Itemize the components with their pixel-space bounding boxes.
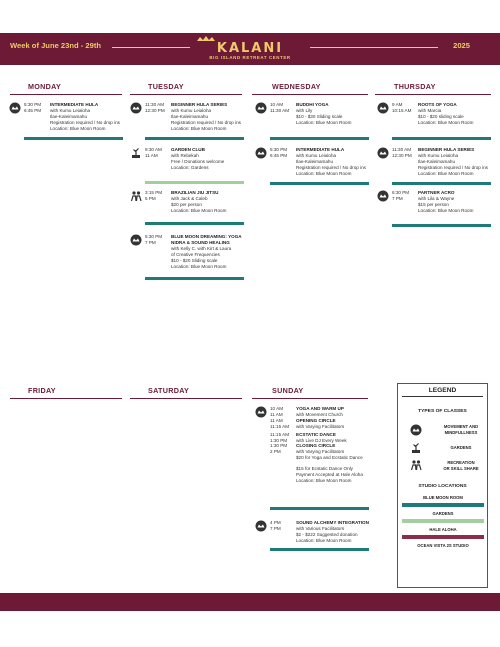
day-wednesday: WEDNESDAY <box>272 82 321 91</box>
day-rule <box>130 94 242 95</box>
event-title: GARDEN CLUB <box>171 147 205 152</box>
movement-icon <box>255 147 267 159</box>
logo-name: KALANI <box>216 41 284 56</box>
location-hale-aloha: HALE ALOHA <box>429 527 457 532</box>
footer-bar <box>0 593 500 611</box>
day-sunday: SUNDAY <box>272 386 304 395</box>
header-rule-left <box>112 47 190 48</box>
header-rule-right <box>310 47 438 48</box>
location-bar <box>24 137 123 140</box>
year-label: 2025 <box>453 41 470 50</box>
location-bar <box>270 137 369 140</box>
locations-title: STUDIO LOCATIONS <box>418 484 467 489</box>
day-thursday: THURSDAY <box>394 82 436 91</box>
legend-title: LEGEND <box>428 387 457 394</box>
day-rule <box>10 94 122 95</box>
movement-icon <box>410 424 422 436</box>
location-bar-teal <box>402 503 484 507</box>
location-bar <box>270 507 369 510</box>
movement-icon <box>377 102 389 114</box>
location-bar <box>392 137 491 140</box>
event-title: INTERMEDIATE HULA <box>50 102 99 107</box>
legend-rule <box>402 396 483 397</box>
location-gardens: GARDENS <box>432 511 454 516</box>
event-title: BLUE MOON DREAMING: YOGA <box>171 234 242 239</box>
recreation-icon <box>130 190 142 202</box>
legend-box <box>397 383 488 588</box>
day-saturday: SATURDAY <box>148 386 190 395</box>
location-bar <box>392 224 491 227</box>
legend-type-recreation: RECREATION OR SKILL SHARE <box>443 460 479 471</box>
types-title: TYPES OF CLASSES <box>418 409 467 414</box>
day-rule <box>10 398 122 399</box>
movement-icon <box>377 190 389 202</box>
event-title: PARTNER ACRO <box>418 190 455 195</box>
header-bar <box>0 33 500 65</box>
event-title: SOUND ALCHEMY INTEGRATION <box>296 520 369 525</box>
location-blue-moon: BLUE MOON ROOM <box>423 495 463 500</box>
recreation-icon <box>410 459 422 471</box>
movement-icon <box>255 406 267 418</box>
day-rule <box>375 94 491 95</box>
legend-type-movement: MOVEMENT AND MINDFULLNESS <box>443 424 479 435</box>
day-rule <box>252 94 368 95</box>
legend-type-gardens: GARDENS <box>450 445 472 450</box>
day-monday: MONDAY <box>28 82 62 91</box>
logo-subtitle: BIG ISLAND RETREAT CENTER <box>209 55 291 60</box>
day-rule <box>130 398 242 399</box>
event-title: BEGINNER HULA SERIES <box>418 147 475 152</box>
location-bar-rose <box>402 535 484 539</box>
movement-icon <box>9 102 21 114</box>
week-label: Week of June 23nd - 29th <box>10 41 102 50</box>
gardens-icon <box>410 442 422 454</box>
movement-icon <box>377 147 389 159</box>
location-bar <box>145 222 244 225</box>
movement-icon <box>130 234 142 246</box>
movement-icon <box>255 102 267 114</box>
location-bar <box>270 182 369 185</box>
kalani-logo <box>196 36 304 61</box>
event-title: INTERMEDIATE HULA <box>296 147 345 152</box>
location-bar <box>145 137 244 140</box>
location-bar <box>392 182 491 185</box>
location-bar <box>145 277 244 280</box>
day-tuesday: TUESDAY <box>148 82 184 91</box>
day-rule <box>252 398 368 399</box>
movement-icon <box>130 102 142 114</box>
event-title: ROOTS OF YOGA <box>418 102 457 107</box>
gardens-icon <box>130 147 142 159</box>
day-friday: FRIDAY <box>28 386 56 395</box>
event-title: BEGINNER HULA SERIES <box>171 102 228 107</box>
event-title-line2: NIDRA & SOUND HEALING <box>171 239 230 245</box>
location-bar <box>270 548 369 551</box>
movement-icon <box>255 520 267 532</box>
event-title: BRAZILIAN JIU JITSU <box>171 190 219 195</box>
location-bar-green <box>402 519 484 523</box>
location-bar <box>145 181 244 184</box>
event-title: BUDDHI YOGA <box>296 102 329 107</box>
location-ocean-vista: OCEAN VISTA 2S STUDIO <box>417 543 469 548</box>
